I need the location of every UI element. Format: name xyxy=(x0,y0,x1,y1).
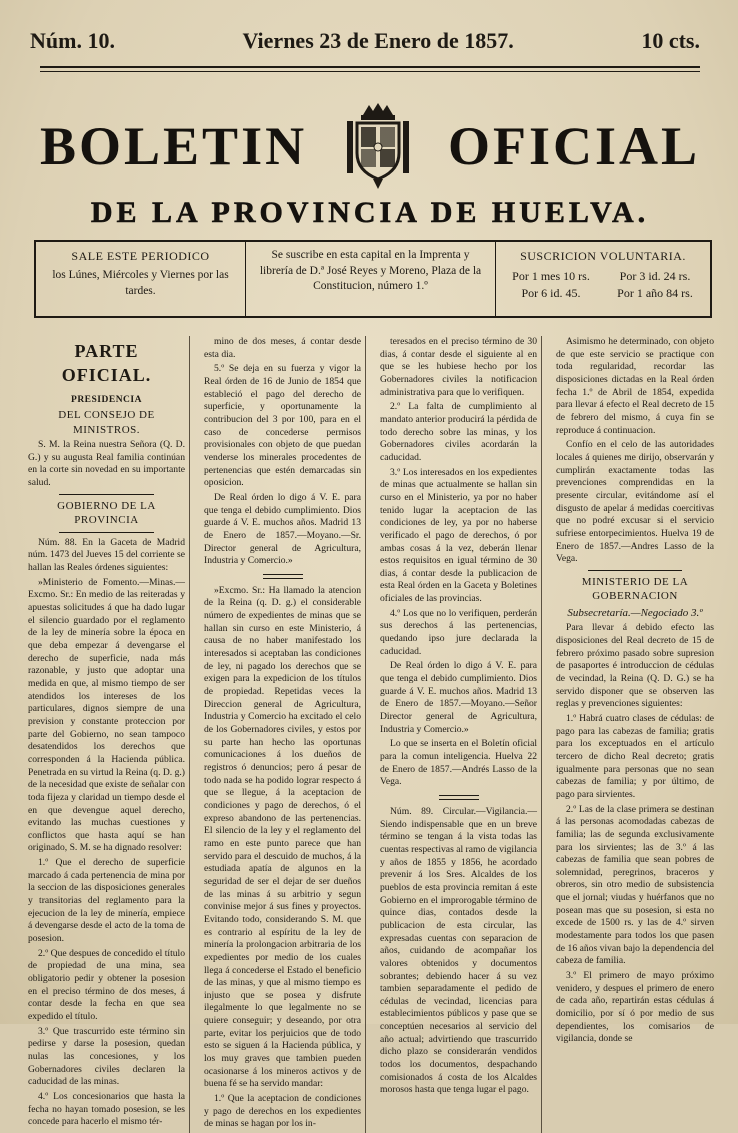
title-right: OFICIAL xyxy=(447,116,700,176)
paragraph: »Ministerio de Fomento.—Minas.—Excmo. Sr.: En medio de las reiteradas y apuestas solicitudes á que ha dado lugar el silencio guardado por el reglamento de la ley de minería sobre la época en que deba empezar á devengarse el derecho de superficie, nada más razonable, y justo que adoptar una medida en que, al mismo tiempo de ser atendidos los intereses de los particulares, dignos siempre de una prevision y constante proteccion por parte del Gobierno, no sean tampoco desatendidos los derechos que corresponden á la Hacienda pública. Penetrada en su virtud la Reina (q. D. g.) de la necesidad que existe de señalar con toda fijeza y claridad un tiempo desde el en que devengue aquel derecho, evitando las muchas cuestiones y conflictos que hasta aquí se han originado, S. M. se ha dignado resolver: xyxy=(28,576,185,854)
paragraph: Para llevar á debido efecto las disposiciones del Real decreto de 15 de febrero próximo pasado sobre supresion de pasaportes é introduccion de cédulas de vecindad, la Reina (Q. D. G.) se ha servido disponer que se observen las reglas y prevenciones siguientes: xyxy=(556,622,714,710)
title-row xyxy=(40,98,700,194)
column-1 xyxy=(24,336,190,1133)
publication-info-box xyxy=(34,240,712,318)
issue-price: 10 cts. xyxy=(641,28,700,53)
paragraph: Lo que se inserta en el Boletín oficial para la comun inteligencia. Huelva 22 de Enero de 1857.—Andrés Lasso de la Vega. xyxy=(380,738,537,788)
paragraph: 1.º Habrá cuatro clases de cédulas: de pago para las cabezas de familia; gratis para los exceptuados en el artículo tercero de dicho Real decreto; gratis igualmente para personas que no sean cabezas de familia; y por último, de pago para sirvientes. xyxy=(556,712,714,800)
price-item: Por 3 id. 24 rs. xyxy=(619,269,691,284)
divider xyxy=(59,532,153,533)
paragraph: De Real órden lo digo á V. E. para que tenga el debido cumplimiento. Dios guarde á V. E. muchos años. Madrid 13 de Enero de 1857.—Moyano.—Sr. Director general de Agricultura, Industria y Comercio.» xyxy=(204,491,361,567)
divider xyxy=(439,795,479,800)
divider xyxy=(588,570,683,571)
paragraph: De Real órden lo digo á V. E. para que tenga el debido cumplimiento. Dios guarde á V. E. muchos años. Madrid 13 de Enero de 1857.—Moyano.—Señor Director general de Agricultura, Industria y Comercio.» xyxy=(380,660,537,735)
subscription-place-text: Se suscribe en esta capital en la Imprenta y librería de D.ª José Reyes y Moreno, Plaza de la Constitucion, número 1.º xyxy=(259,249,482,293)
paragraph: Núm. 89. Circular.—Vigilancia.—Siendo indispensable que en un breve término se tengan á la vista todas las cuentas respectivas al ramo de vigilancia y años de 1855 y 1856, he acordado prevenir á los Sres. Alcaldes de los pueblos de esta provincia remitan á este Gobierno en el improrogable término de quince dias, contados desde la publicacion de esta circular, las expresadas cuentas con separacion de años, cuidando de acompañar los valores obtenidos y documentos sobrantes; debiendo hacer á su vez tambien separadamente el pedido de cédulas de vecindad, licencias para establecimientos públicos y pase que se conceptúen necesarios al servicio del año actual; advirtiendo que trascurrido dicho plazo se considerarán vendidos todos los documentos, despachando comisionados á costa de los Alcaldes morosos hasta que tenga lugar el pago. xyxy=(380,805,537,1096)
article-columns xyxy=(24,336,718,1130)
masthead-rule xyxy=(40,66,700,72)
paragraph: mino de dos meses, á contar desde esta dia. xyxy=(204,336,361,360)
paragraph: 3.º Que trascurrido este término sin pedirse y darse la posesion, quedan nulas las concesiones, y los Gobernadores civiles declaren la caducidad de las minas. xyxy=(28,1025,185,1088)
subscription-heading: SUSCRICION VOLUNTARIA. xyxy=(520,249,686,263)
paragraph: Núm. 88. En la Gaceta de Madrid núm. 1473 del Jueves 15 del corriente se hallan las Reales órdenes siguientes: xyxy=(28,536,185,574)
divider xyxy=(59,494,153,495)
paragraph: 2.º La falta de cumplimiento al mandato anterior producirá la pérdida de todo derecho sobre las minas, y los Gobernadores civiles acordarán la caducidad. xyxy=(380,401,537,463)
paragraph: »Excmo. Sr.: Ha llamado la atencion de la Reina (q. D. g.) el considerable número de expedientes de minas que se hallan sin curso en este Ministerio, á causa de no haber manifestado los interesados si aceptaban las condiciones de ley, ni pagado los derechos que se exigen para la expedicion de los títulos de propiedad. Repetidas veces la Direccion general de Agricultura, Industria y Comercio ha excitado el celo de los Gobernadores civiles, y estos por su parte han hecho las oportunas comunicaciones á los dueños de registros ó denuncios; pero á pesar de todo nada se ha podido lograr respecto á que se llegue, á la aceptacion de condiciones y pago de derechos, ó el expreso abandono de las pertenencias. El silencio de la ley y el reglamento del ramo en este punto parece que han servido para el descuido de muchos, á la estudiada apatía de algunos en la seguridad de ser el dejar de ser dueños de las minas á su arbitrio y segun convinise mejor á sus fines y proyectos. Evitando todo, considerando S. M. que es contrario al espíritu de la ley de minería la prolongacion arbitraria de los expedientes por medio de los cuales llega á concederse el Estado el beneficio de las minas, y que al mismo tiempo es injusto que se posea y disfrute ilegalmente lo que legalmente no se quiere conseguir; y deseando, por otra parte, evitar los perjuicios que de todo esto se siguen á la Hacienda pública, y los muy graves que tambien pueden ocasionarse á los mineros activos y de buena fé se ha servido mandar: xyxy=(204,584,361,1090)
subscription-price-cell xyxy=(496,242,710,316)
schedule-heading: SALE ESTE PERIODICO xyxy=(71,249,210,263)
masthead xyxy=(30,20,700,62)
paragraph: 3.º Los interesados en los expedientes de minas que actualmente se hallan sin curso en el Ministerio, ya por no haber tenido lugar la aceptacion de las condiciones de ley, ya por no haberse verificado el pago de derechos, ó por ambas cosas á la vez, deberán llenar estos requisitos en igual término de 30 dias, á contar desde la publicacion de esta Real órden en la Gaceta y Boletines oficiales de las provincias. xyxy=(380,466,537,605)
gobierno-heading: GOBIERNO DE LA PROVINCIA xyxy=(57,499,156,527)
paragraph: 4.º Los que no lo verifiquen, perderán sus derechos á las pertenencias, quedando ipso jure declarada la caducidad. xyxy=(380,607,537,657)
price-item: Por 1 mes 10 rs. xyxy=(512,269,590,284)
presidencia-heading: PRESIDENCIA xyxy=(71,394,142,405)
paragraph: Asimismo he determinado, con objeto de que este servicio se practique con toda regularidad, recordar las disposiciones dictadas en la Real órden fecha 1.º de Abril de 1854, expedida para llevar á efecto el Real decreto de 15 de febrero del mismo, á cuya fin se reproduce á continuacion. xyxy=(556,336,714,436)
paragraph: 3.º El primero de mayo próximo venidero, y despues el primero de enero de cada año, repartirán estas cédulas á domicilio, por sí ó por medio de sus dependientes, los comisarios de vigilancia, donde se xyxy=(556,970,714,1045)
column-3 xyxy=(376,336,542,1133)
issue-number: Núm. 10. xyxy=(30,28,115,53)
paragraph: teresados en el preciso término de 30 dias, á contar desde el siguiente al en que se les hubiese hecho por los Gobernadores civiles la notificacion administrativa para que lo verifiquen. xyxy=(380,336,537,398)
paragraph: S. M. la Reina nuestra Señora (Q. D. G.) y su augusta Real familia continúan en la corte sin novedad en su importante salud. xyxy=(28,439,185,489)
price-item: Por 6 id. 45. xyxy=(521,286,581,301)
column-4 xyxy=(552,336,718,1133)
paragraph: Confío en el celo de las autoridades locales á quienes me dirijo, observarán y cumplirán exactamente todas las prevenciones comprendidas en la presente circular, evitándome así el disgusto de apelar á medidas coercitivas que no podré excusar si el servicio sufriese entorpecimientos. Huelva 19 de Enero de 1857.—Andres Lasso de la Vega. xyxy=(556,439,714,565)
schedule-cell xyxy=(36,242,246,316)
paragraph: 4.º Los concesionarios que hasta la fecha no hayan tomado posesion, se les concede para hacerlo el mismo tér- xyxy=(28,1090,185,1128)
paragraph: 1.º Que la aceptacion de condiciones y pago de derechos en los expedientes de minas se hagan por los in- xyxy=(204,1093,361,1130)
subscription-prices xyxy=(504,268,702,301)
subsecretaria-heading: Subsecretaría.—Negociado 3.º xyxy=(567,606,703,619)
coat-of-arms-icon xyxy=(343,101,413,191)
paragraph: 2.º Las de la clase primera se destinan á las personas acomodadas cabezas de familia; las de segunda exclusivamente para los sirvientes; las de 3.º á las cabezas de familia que sean pobres de solemnidad, peregrinos, braceros y obreros, sin otro medio de subsistencia que el jornal; viudas y huérfanos que no posean mas que su posesion, si esta no excede de 1500 rs. y las de 4.º sirven modestamente para todos los que pasen de 16 años vivan bajo la dependencia del cabeza de familia. xyxy=(556,803,714,967)
paragraph: 1.º Que el derecho de superficie marcado á cada pertenencia de mina por la seccion de las disposiciones generales y transitorias del reglamento para la ejecucion de la ley de minería, empiece á devengarse desde el acto de la toma de posesion. xyxy=(28,857,185,945)
divider xyxy=(263,574,303,579)
paragraph: 5.º Se deja en su fuerza y vigor la Real órden de 16 de Junio de 1854 que estableció el pago del derecho de superficie, y oportunamente la contribucion del 3 por 100, para en el caso de concederse permisos provisionales con objeto de que puedan venderse los minerales procedentes de pertenencias que estén demarcadas sin oposicion. xyxy=(204,363,361,489)
consejo-heading: DEL CONSEJO DE MINISTROS. xyxy=(58,409,155,436)
ministerio-heading: MINISTERIO DE LA GOBERNACION xyxy=(581,575,689,603)
title-left: BOLETIN xyxy=(40,116,308,176)
issue-date: Viernes 23 de Enero de 1857. xyxy=(242,28,514,53)
price-item: Por 1 año 84 rs. xyxy=(617,286,693,301)
subscription-place-cell xyxy=(246,242,496,316)
section-title: PARTE OFICIAL. xyxy=(61,341,152,385)
column-2 xyxy=(200,336,366,1133)
paragraph: 2.º Que despues de concedido el título de propiedad de una mina, sea obligatorio pedir y obtener la posesion en el preciso término de dos meses, á contar desde la fecha en que sea expedido el título. xyxy=(28,947,185,1022)
schedule-text: los Lúnes, Miércoles y Viernes por las tardes. xyxy=(52,269,229,297)
title-subtitle: DE LA PROVINCIA DE HUELVA. xyxy=(90,196,650,229)
